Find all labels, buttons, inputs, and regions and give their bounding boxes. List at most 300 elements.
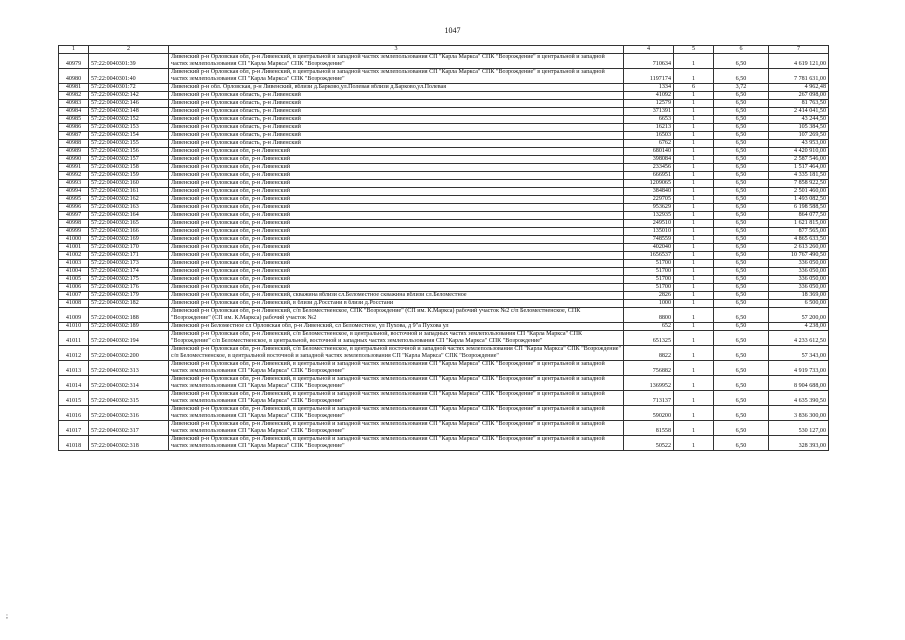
value-cell: 2 501 460,00 — [769, 188, 829, 196]
table-row — [59, 140, 829, 148]
value-cell: 18 369,00 — [769, 292, 829, 300]
group-cell: 1 — [674, 244, 714, 252]
address-cell: Ливенский р-н Орловская обл, р-н Ливенский — [169, 180, 624, 188]
address-cell: Ливенский р-н Орловская область, р-н Ливенский — [169, 108, 624, 116]
address-cell: Ливенский р-н обл. Орловская, р-н Ливенский, вблизи д.Барково,ул.Полевая вблизи д.Барково,ул.Полевая — [169, 84, 624, 92]
table-row — [59, 260, 829, 268]
cadastral-number-cell: 57:22:0040302:189 — [89, 323, 169, 331]
area-cell: 16213 — [624, 124, 674, 132]
cadastral-number-cell: 57:22:0040302:169 — [89, 236, 169, 244]
address-cell: Ливенский р-н Орловская обл, р-н Ливенский — [169, 276, 624, 284]
column-number-row — [59, 46, 829, 54]
table-row — [59, 346, 829, 361]
value-cell: 336 050,00 — [769, 276, 829, 284]
group-cell: 1 — [674, 308, 714, 323]
cadastral-number-cell: 57:22:0040302:156 — [89, 148, 169, 156]
group-cell: 1 — [674, 391, 714, 406]
group-cell: 1 — [674, 140, 714, 148]
cadastral-number-cell: 57:22:0040302:165 — [89, 220, 169, 228]
area-cell: 41092 — [624, 92, 674, 100]
group-cell: 1 — [674, 331, 714, 346]
cadastral-number-cell: 57:22:0040302:152 — [89, 116, 169, 124]
row-number-cell: 41001 — [59, 244, 89, 252]
rate-cell: 6,50 — [714, 172, 769, 180]
rate-cell: 6,50 — [714, 276, 769, 284]
table-row — [59, 421, 829, 436]
group-cell: 1 — [674, 212, 714, 220]
cadastral-number-cell: 57:22:0040302:175 — [89, 276, 169, 284]
row-number-cell: 41000 — [59, 236, 89, 244]
rate-cell: 6,50 — [714, 220, 769, 228]
area-cell: 6762 — [624, 140, 674, 148]
value-cell: 7 858 922,50 — [769, 180, 829, 188]
table-row — [59, 323, 829, 331]
row-number-cell: 41007 — [59, 292, 89, 300]
area-cell: 81558 — [624, 421, 674, 436]
address-cell: Ливенский р-н Орловская обл, р-н Ливенский, в центральной и западной частях землепользования СП "Карла Маркса" СПК "Возрождение" в центральной и западной частях землепользования СП "Карла Маркса" СПК "Возрождение" — [169, 421, 624, 436]
address-cell: Ливенский р-н Орловская обл, р-н Ливенский — [169, 156, 624, 164]
row-number-cell: 40985 — [59, 116, 89, 124]
cadastral-number-cell: 57:22:0040302:317 — [89, 421, 169, 436]
rate-cell: 6,50 — [714, 212, 769, 220]
cadastral-number-cell: 57:22:0040302:162 — [89, 196, 169, 204]
value-cell: 328 393,00 — [769, 436, 829, 451]
table-row — [59, 164, 829, 172]
value-cell: 4 233 612,50 — [769, 331, 829, 346]
row-number-cell: 40998 — [59, 220, 89, 228]
area-cell: 233456 — [624, 164, 674, 172]
table-row — [59, 69, 829, 84]
area-cell: 249510 — [624, 220, 674, 228]
value-cell: 2 613 260,00 — [769, 244, 829, 252]
area-cell: 2826 — [624, 292, 674, 300]
table-row — [59, 172, 829, 180]
group-cell: 1 — [674, 406, 714, 421]
address-cell: Ливенский р-н Орловская обл, р-н Ливенский, в близи д.Росстани в близи д.Росстани — [169, 300, 624, 308]
rate-cell: 6,50 — [714, 92, 769, 100]
address-cell: Ливенский р-н Беломестное сл Орловская обл, р-н Ливенский, сл Беломестное, ул Пухова, д 9"а Пухова ул — [169, 323, 624, 331]
group-cell: 1 — [674, 361, 714, 376]
group-cell: 6 — [674, 84, 714, 92]
rate-cell: 6,50 — [714, 308, 769, 323]
area-cell: 402040 — [624, 244, 674, 252]
rate-cell: 6,50 — [714, 180, 769, 188]
cadastral-number-cell: 57:22:0040302:164 — [89, 212, 169, 220]
value-cell: 7 781 631,00 — [769, 69, 829, 84]
row-number-cell: 40979 — [59, 54, 89, 69]
group-cell: 1 — [674, 164, 714, 172]
address-cell: Ливенский р-н Орловская обл, р-н Ливенский — [169, 196, 624, 204]
row-number-cell: 41017 — [59, 421, 89, 436]
value-cell: 1 621 815,00 — [769, 220, 829, 228]
cadastral-number-cell: 57:22:0040302:163 — [89, 204, 169, 212]
row-number-cell: 40993 — [59, 180, 89, 188]
group-cell: 1 — [674, 54, 714, 69]
row-number-cell: 41013 — [59, 361, 89, 376]
value-cell: 57 343,00 — [769, 346, 829, 361]
group-cell: 1 — [674, 220, 714, 228]
area-cell: 51700 — [624, 284, 674, 292]
rate-cell: 6,50 — [714, 292, 769, 300]
rate-cell: 6,50 — [714, 331, 769, 346]
column-number-header: 7 — [769, 46, 829, 54]
cadastral-number-cell: 57:22:0040302:154 — [89, 132, 169, 140]
row-number-cell: 40987 — [59, 132, 89, 140]
column-number-header: 3 — [169, 46, 624, 54]
table-row — [59, 124, 829, 132]
rate-cell: 6,50 — [714, 156, 769, 164]
cadastral-number-cell: 57:22:0040302:173 — [89, 260, 169, 268]
value-cell: 2 587 546,00 — [769, 156, 829, 164]
cadastral-number-cell: 57:22:0040302:316 — [89, 406, 169, 421]
group-cell: 1 — [674, 252, 714, 260]
value-cell: 4 919 733,00 — [769, 361, 829, 376]
address-cell: Ливенский р-н Орловская обл, р-н Ливенский — [169, 172, 624, 180]
area-cell: 1334 — [624, 84, 674, 92]
address-cell: Ливенский р-н Орловская обл, р-н Ливенский, с/п Беломестненское, в центральной, восточной и западных частях землепользования СП "Карла Маркса" СПК "Возрождение" с/п Беломестненское, в центральной, восточной и западных частях землепользования СП "Карла Маркса" СПК "Возрождение" — [169, 331, 624, 346]
value-cell: 43 244,50 — [769, 116, 829, 124]
area-cell: 953629 — [624, 204, 674, 212]
table-row — [59, 54, 829, 69]
address-cell: Ливенский р-н Орловская обл, р-н Ливенский, в центральной и западной частях землепользования СП "Карла Маркса" СПК "Возрождение" в центральной и западной частях землепользования СП "Карла Маркса" СПК "Возрождение" — [169, 436, 624, 451]
rate-cell: 6,50 — [714, 323, 769, 331]
row-number-cell: 40980 — [59, 69, 89, 84]
area-cell: 51700 — [624, 268, 674, 276]
area-cell: 651325 — [624, 331, 674, 346]
cadastral-number-cell: 57:22:0040302:188 — [89, 308, 169, 323]
address-cell: Ливенский р-н Орловская область, р-н Ливенский — [169, 116, 624, 124]
area-cell: 756882 — [624, 361, 674, 376]
group-cell: 1 — [674, 108, 714, 116]
value-cell: 6 500,00 — [769, 300, 829, 308]
area-cell: 229705 — [624, 196, 674, 204]
rate-cell: 6,50 — [714, 69, 769, 84]
row-number-cell: 40996 — [59, 204, 89, 212]
group-cell: 1 — [674, 116, 714, 124]
row-number-cell: 40990 — [59, 156, 89, 164]
value-cell: 1 493 082,50 — [769, 196, 829, 204]
area-cell: 710634 — [624, 54, 674, 69]
table-row — [59, 436, 829, 451]
address-cell: Ливенский р-н Орловская обл, р-н Ливенский — [169, 212, 624, 220]
cadastral-number-cell: 57:22:0040302:170 — [89, 244, 169, 252]
address-cell: Ливенский р-н Орловская обл, р-н Ливенский — [169, 236, 624, 244]
value-cell: 530 127,00 — [769, 421, 829, 436]
row-number-cell: 40997 — [59, 212, 89, 220]
rate-cell: 6,50 — [714, 196, 769, 204]
address-cell: Ливенский р-н Орловская обл, р-н Ливенский — [169, 188, 624, 196]
column-number-header: 1 — [59, 46, 89, 54]
address-cell: Ливенский р-н Орловская обл, р-н Ливенский — [169, 284, 624, 292]
value-cell: 336 050,00 — [769, 268, 829, 276]
row-number-cell: 40982 — [59, 92, 89, 100]
table-row — [59, 391, 829, 406]
table-row — [59, 244, 829, 252]
row-number-cell: 41018 — [59, 436, 89, 451]
row-number-cell: 40981 — [59, 84, 89, 92]
cadastral-number-cell: 57:22:0040302:179 — [89, 292, 169, 300]
area-cell: 132935 — [624, 212, 674, 220]
cadastral-number-cell: 57:22:0040302:174 — [89, 268, 169, 276]
area-cell: 713137 — [624, 391, 674, 406]
address-cell: Ливенский р-н Орловская обл, р-н Ливенский, в центральной и западной частях землепользования СП "Карла Маркса" СПК "Возрождение" в центральной и западной частях землепользования СП "Карла Маркса" СПК "Возрождение" — [169, 54, 624, 69]
group-cell: 1 — [674, 148, 714, 156]
group-cell: 1 — [674, 156, 714, 164]
cadastral-number-cell: 57:22:0040301:40 — [89, 69, 169, 84]
area-cell: 652 — [624, 323, 674, 331]
table-row — [59, 180, 829, 188]
cadastral-number-cell: 57:22:0040301:39 — [89, 54, 169, 69]
address-cell: Ливенский р-н Орловская область, р-н Ливенский — [169, 132, 624, 140]
address-cell: Ливенский р-н Орловская обл, р-н Ливенский — [169, 260, 624, 268]
table-row — [59, 376, 829, 391]
value-cell: 864 077,50 — [769, 212, 829, 220]
table-row — [59, 132, 829, 140]
row-number-cell: 40988 — [59, 140, 89, 148]
rate-cell: 6,50 — [714, 436, 769, 451]
rate-cell: 6,50 — [714, 252, 769, 260]
value-cell: 3 836 300,00 — [769, 406, 829, 421]
address-cell: Ливенский р-н Орловская обл, р-н Ливенский, в центральной и западной частях землепользования СП "Карла Маркса" СПК "Возрождение" в центральной и западной частях землепользования СП "Карла Маркса" СПК "Возрождение" — [169, 361, 624, 376]
address-cell: Ливенский р-н Орловская область, р-н Ливенский — [169, 100, 624, 108]
rate-cell: 6,50 — [714, 132, 769, 140]
value-cell: 877 565,00 — [769, 228, 829, 236]
rate-cell: 6,50 — [714, 346, 769, 361]
cadastral-number-cell: 57:22:0040302:314 — [89, 376, 169, 391]
address-cell: Ливенский р-н Орловская область, р-н Ливенский — [169, 140, 624, 148]
table-row — [59, 252, 829, 260]
value-cell: 57 200,00 — [769, 308, 829, 323]
rate-cell: 3,72 — [714, 84, 769, 92]
address-cell: Ливенский р-н Орловская обл, р-н Ливенский, в центральной и западной частях землепользования СП "Карла Маркса" СПК "Возрождение" в центральной и западной частях землепользования СП "Карла Маркса" СПК "Возрождение" — [169, 391, 624, 406]
column-number-header: 2 — [89, 46, 169, 54]
cadastral-number-cell: 57:22:0040302:155 — [89, 140, 169, 148]
rate-cell: 6,50 — [714, 406, 769, 421]
table-row — [59, 361, 829, 376]
area-cell: 1000 — [624, 300, 674, 308]
rate-cell: 6,50 — [714, 268, 769, 276]
row-number-cell: 40994 — [59, 188, 89, 196]
table-row — [59, 276, 829, 284]
row-number-cell: 41002 — [59, 252, 89, 260]
address-cell: Ливенский р-н Орловская область, р-н Ливенский — [169, 124, 624, 132]
table-row — [59, 220, 829, 228]
address-cell: Ливенский р-н Орловская обл, р-н Ливенский, скважина вблизи сл.Беломестное скважина вблизи сл.Беломестное — [169, 292, 624, 300]
rate-cell: 6,50 — [714, 391, 769, 406]
area-cell: 135010 — [624, 228, 674, 236]
rate-cell: 6,50 — [714, 260, 769, 268]
cadastral-number-cell: 57:22:0040302:176 — [89, 284, 169, 292]
table-row — [59, 212, 829, 220]
table-row — [59, 331, 829, 346]
table-row — [59, 92, 829, 100]
group-cell: 1 — [674, 172, 714, 180]
rate-cell: 6,50 — [714, 148, 769, 156]
rate-cell: 6,50 — [714, 284, 769, 292]
cadastral-register-table — [58, 45, 829, 451]
row-number-cell: 41005 — [59, 276, 89, 284]
rate-cell: 6,50 — [714, 300, 769, 308]
value-cell: 4 635 390,50 — [769, 391, 829, 406]
table-row — [59, 108, 829, 116]
row-number-cell: 40986 — [59, 124, 89, 132]
address-cell: Ливенский р-н Орловская обл, р-н Ливенский — [169, 204, 624, 212]
group-cell: 1 — [674, 180, 714, 188]
row-number-cell: 41015 — [59, 391, 89, 406]
row-number-cell: 40992 — [59, 172, 89, 180]
value-cell: 4 238,00 — [769, 323, 829, 331]
table-row — [59, 188, 829, 196]
rate-cell: 6,50 — [714, 54, 769, 69]
value-cell: 336 050,00 — [769, 260, 829, 268]
cadastral-number-cell: 57:22:0040302:313 — [89, 361, 169, 376]
address-cell: Ливенский р-н Орловская обл, р-н Ливенский — [169, 228, 624, 236]
cadastral-number-cell: 57:22:0040302:142 — [89, 92, 169, 100]
address-cell: Ливенский р-н Орловская обл, р-н Ливенский — [169, 252, 624, 260]
rate-cell: 6,50 — [714, 228, 769, 236]
value-cell: 43 953,00 — [769, 140, 829, 148]
rate-cell: 6,50 — [714, 124, 769, 132]
cadastral-number-cell: 57:22:0040302:153 — [89, 124, 169, 132]
rate-cell: 6,50 — [714, 188, 769, 196]
value-cell: 336 050,00 — [769, 284, 829, 292]
value-cell: 107 269,50 — [769, 132, 829, 140]
rate-cell: 6,50 — [714, 108, 769, 116]
rate-cell: 6,50 — [714, 100, 769, 108]
cadastral-number-cell: 57:22:0040302:146 — [89, 100, 169, 108]
group-cell: 1 — [674, 236, 714, 244]
rate-cell: 6,50 — [714, 244, 769, 252]
group-cell: 1 — [674, 268, 714, 276]
cadastral-number-cell: 57:22:0040301:72 — [89, 84, 169, 92]
row-number-cell: 41010 — [59, 323, 89, 331]
group-cell: 1 — [674, 323, 714, 331]
address-cell: Ливенский р-н Орловская обл, р-н Ливенский — [169, 220, 624, 228]
area-cell: 1369952 — [624, 376, 674, 391]
group-cell: 1 — [674, 124, 714, 132]
area-cell: 666951 — [624, 172, 674, 180]
group-cell: 1 — [674, 132, 714, 140]
row-number-cell: 41009 — [59, 308, 89, 323]
address-cell: Ливенский р-н Орловская обл, р-н Ливенский — [169, 244, 624, 252]
address-cell: Ливенский р-н Орловская обл, р-н Ливенский, в центральной и западной частях землепользования СП "Карла Маркса" СПК "Возрождение" в центральной и западной частях землепользования СП "Карла Маркса" СПК "Возрождение" — [169, 406, 624, 421]
value-cell: 4 420 910,00 — [769, 148, 829, 156]
value-cell: 4 962,48 — [769, 84, 829, 92]
value-cell: 4 865 633,50 — [769, 236, 829, 244]
group-cell: 1 — [674, 276, 714, 284]
row-number-cell: 40991 — [59, 164, 89, 172]
row-number-cell: 41014 — [59, 376, 89, 391]
margin-mark: ; — [6, 612, 8, 620]
value-cell: 4 335 181,50 — [769, 172, 829, 180]
group-cell: 1 — [674, 346, 714, 361]
area-cell: 50522 — [624, 436, 674, 451]
address-cell: Ливенский р-н Орловская обл, р-н Ливенский, с/п Беломестненское, СПК "Возрождение" (СП им. К.Маркса) рабочий участок №2 с/п Беломестненское, СПК "Возрождение" (СП им. К.Маркса) рабочий участок №2 — [169, 308, 624, 323]
address-cell: Ливенский р-н Орловская обл, р-н Ливенский, с/п Беломестненское, в центральной восточной и западной частях землепользования СП "Карла Маркса" СПК "Возрождение" с/п Беломестненское, в центральной восточной и западной частях землепользования СП "Карла Маркса" СПК "Возрождение" — [169, 346, 624, 361]
table-row — [59, 148, 829, 156]
area-cell: 748559 — [624, 236, 674, 244]
table-row — [59, 284, 829, 292]
area-cell: 6653 — [624, 116, 674, 124]
table-row — [59, 228, 829, 236]
table-row — [59, 300, 829, 308]
cadastral-number-cell: 57:22:0040302:318 — [89, 436, 169, 451]
cadastral-number-cell: 57:22:0040302:182 — [89, 300, 169, 308]
address-cell: Ливенский р-н Орловская обл, р-н Ливенский, в центральной и западной частях землепользования СП "Карла Маркса" СПК "Возрождение" в центральной и западной частях землепользования СП "Карла Маркса" СПК "Возрождение" — [169, 376, 624, 391]
area-cell: 1209065 — [624, 180, 674, 188]
row-number-cell: 40995 — [59, 196, 89, 204]
area-cell: 51700 — [624, 260, 674, 268]
cadastral-number-cell: 57:22:0040302:171 — [89, 252, 169, 260]
value-cell: 10 767 490,50 — [769, 252, 829, 260]
area-cell: 12579 — [624, 100, 674, 108]
rate-cell: 6,50 — [714, 204, 769, 212]
group-cell: 1 — [674, 300, 714, 308]
group-cell: 1 — [674, 421, 714, 436]
table-row — [59, 116, 829, 124]
area-cell: 371391 — [624, 108, 674, 116]
address-cell: Ливенский р-н Орловская обл, р-н Ливенский, в центральной и западной частях землепользования СП "Карла Маркса" СПК "Возрождение" в центральной и западной частях землепользования СП "Карла Маркса" СПК "Возрождение" — [169, 69, 624, 84]
value-cell: 1 517 464,00 — [769, 164, 829, 172]
row-number-cell: 41003 — [59, 260, 89, 268]
area-cell: 384840 — [624, 188, 674, 196]
group-cell: 1 — [674, 436, 714, 451]
rate-cell: 6,50 — [714, 376, 769, 391]
cadastral-number-cell: 57:22:0040302:315 — [89, 391, 169, 406]
group-cell: 1 — [674, 284, 714, 292]
area-cell: 8822 — [624, 346, 674, 361]
row-number-cell: 40989 — [59, 148, 89, 156]
value-cell: 6 198 588,50 — [769, 204, 829, 212]
address-cell: Ливенский р-н Орловская обл, р-н Ливенский — [169, 148, 624, 156]
table-row — [59, 204, 829, 212]
column-number-header: 6 — [714, 46, 769, 54]
rate-cell: 6,50 — [714, 164, 769, 172]
address-cell: Ливенский р-н Орловская область, р-н Ливенский — [169, 92, 624, 100]
row-number-cell: 40999 — [59, 228, 89, 236]
column-number-header: 4 — [624, 46, 674, 54]
cadastral-number-cell: 57:22:0040302:148 — [89, 108, 169, 116]
page-number: 1047 — [444, 26, 461, 35]
column-number-header: 5 — [674, 46, 714, 54]
value-cell: 8 904 688,00 — [769, 376, 829, 391]
group-cell: 1 — [674, 92, 714, 100]
table-row — [59, 84, 829, 92]
rate-cell: 6,50 — [714, 421, 769, 436]
cadastral-number-cell: 57:22:0040302:200 — [89, 346, 169, 361]
value-cell: 2 414 041,50 — [769, 108, 829, 116]
cadastral-number-cell: 57:22:0040302:166 — [89, 228, 169, 236]
area-cell: 1197174 — [624, 69, 674, 84]
row-number-cell: 40984 — [59, 108, 89, 116]
group-cell: 1 — [674, 196, 714, 204]
row-number-cell: 40983 — [59, 100, 89, 108]
area-cell: 398084 — [624, 156, 674, 164]
group-cell: 1 — [674, 228, 714, 236]
table-row — [59, 236, 829, 244]
value-cell: 81 763,50 — [769, 100, 829, 108]
row-number-cell: 41004 — [59, 268, 89, 276]
area-cell: 8800 — [624, 308, 674, 323]
group-cell: 1 — [674, 376, 714, 391]
table-row — [59, 406, 829, 421]
cadastral-number-cell: 57:22:0040302:160 — [89, 180, 169, 188]
address-cell: Ливенский р-н Орловская обл, р-н Ливенский — [169, 164, 624, 172]
rate-cell: 6,50 — [714, 116, 769, 124]
rate-cell: 6,50 — [714, 236, 769, 244]
area-cell: 590200 — [624, 406, 674, 421]
area-cell: 1656537 — [624, 252, 674, 260]
